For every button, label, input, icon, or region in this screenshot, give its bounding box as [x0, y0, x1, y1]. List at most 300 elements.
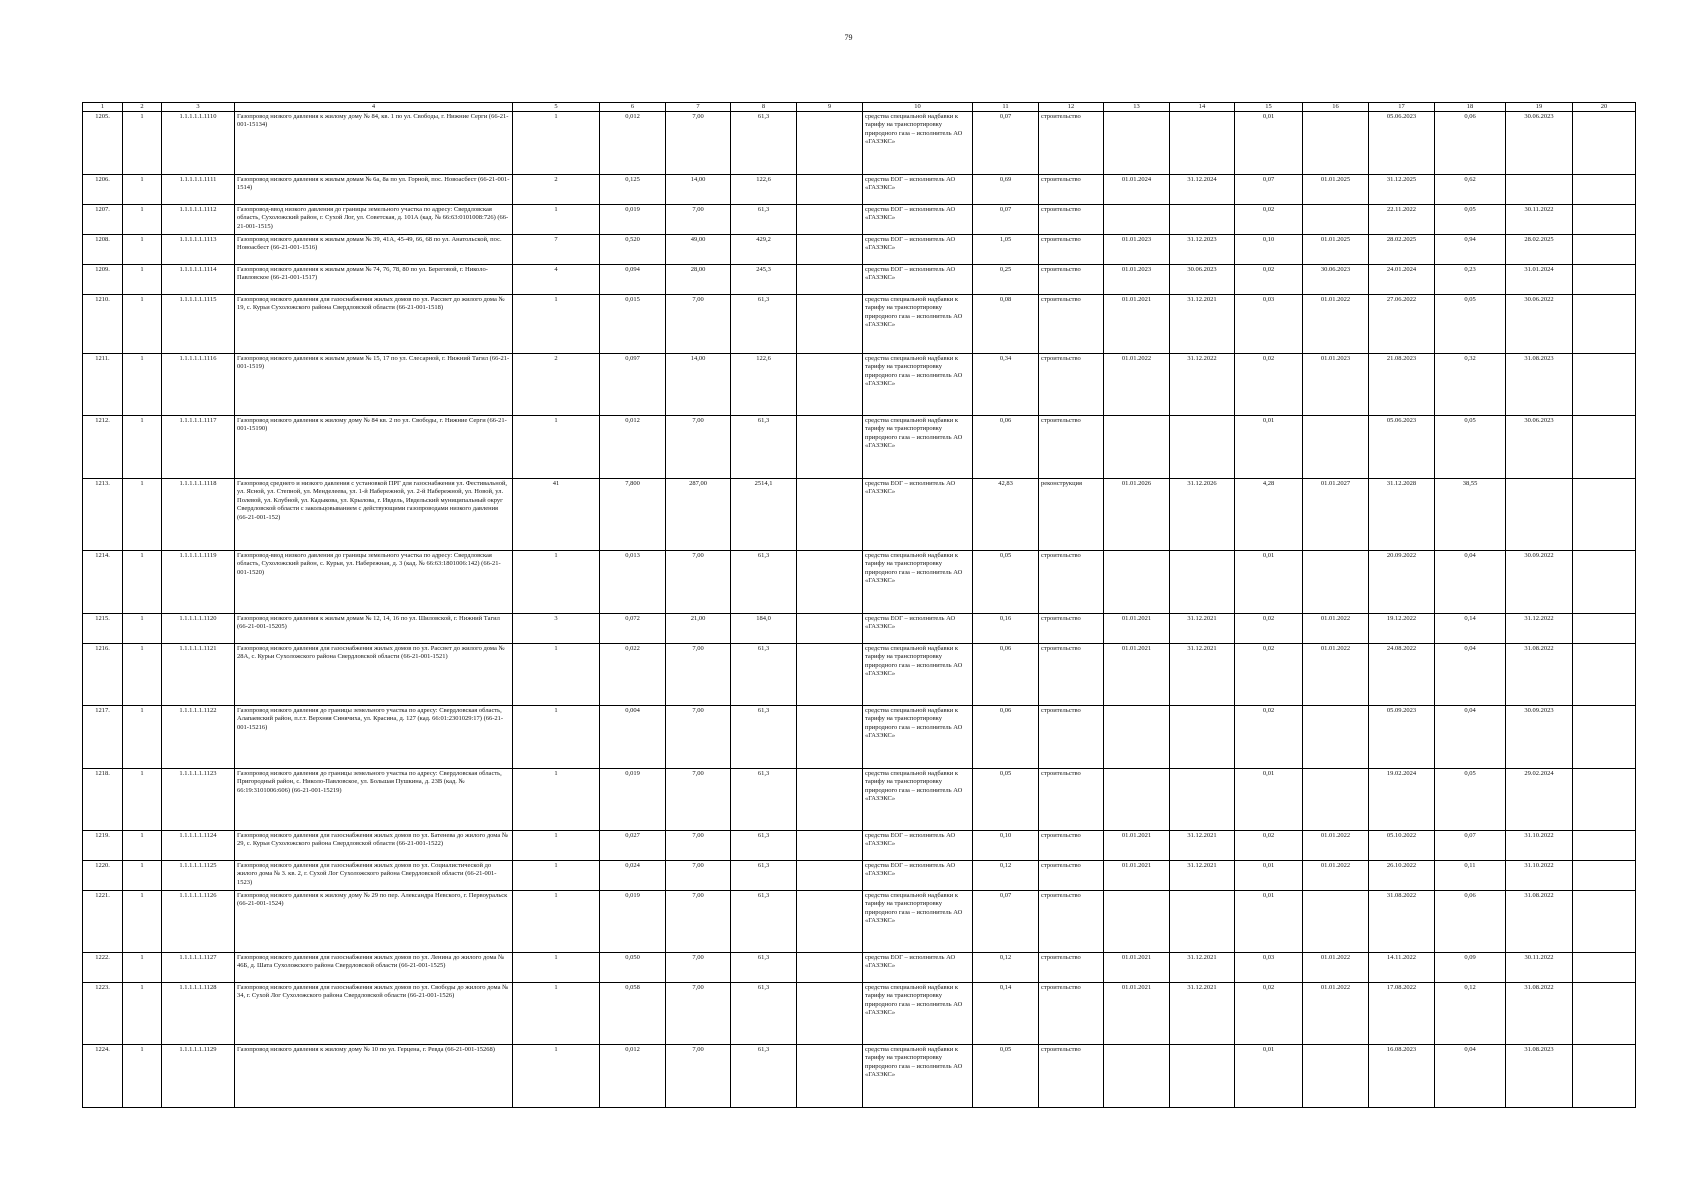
- table-cell-col-5: 1: [513, 953, 600, 983]
- table-cell-col-10: средства специальной надбавки к тарифу на транспортировку природного газа – исполнитель АО «ГАЗЭКС»: [863, 416, 973, 479]
- table-cell-col-17: 16.08.2023: [1369, 1045, 1435, 1108]
- table-cell-col-19: 30.11.2022: [1506, 953, 1573, 983]
- table-cell-col-1: 1215.: [83, 614, 123, 644]
- table-cell-col-1: 1219.: [83, 831, 123, 861]
- table-cell-col-5: 1: [513, 644, 600, 706]
- table-cell-col-20: [1573, 551, 1636, 614]
- table-cell-col-7: 7,00: [666, 953, 731, 983]
- table-cell-col-20: [1573, 644, 1636, 706]
- table-cell-col-3: 1.1.1.1.1.1121: [162, 644, 235, 706]
- table-cell-col-4: Газопровод низкого давления к жилому дому № 10 по ул. Герцена, г. Ревда (66-21-001-15268): [235, 1045, 513, 1108]
- table-cell-col-12: строительство: [1039, 551, 1104, 614]
- column-number: 1: [83, 103, 123, 112]
- table-cell-col-4: Газопровод низкого давления для газоснабжения жилых домов по ул. Рассвет до жилого дома № 19, с. Курьи Сухоложского района Свердловской области (66-21-001-1518): [235, 295, 513, 354]
- table-cell-col-15: 0,01: [1235, 112, 1303, 175]
- table-cell-col-14: 31.12.2024: [1170, 175, 1235, 205]
- table-cell-col-1: 1208.: [83, 235, 123, 265]
- table-cell-col-7: 7,00: [666, 891, 731, 953]
- table-cell-col-8: 61,3: [731, 953, 797, 983]
- table-cell-col-11: 0,07: [973, 205, 1039, 235]
- table-cell-col-4: Газопровод низкого давления для газоснабжения жилых домов по ул. Социалистической до жилого дома № 3. кв. 2, г. Сухой Лог Сухоложского района Свердловской области (66-21-001-1523): [235, 861, 513, 891]
- table-cell-col-2: 1: [123, 354, 162, 416]
- table-cell-col-18: 0,05: [1435, 416, 1506, 479]
- table-cell-col-14: 31.12.2021: [1170, 614, 1235, 644]
- table-cell-col-2: 1: [123, 614, 162, 644]
- table-cell-col-16: [1303, 769, 1369, 831]
- table-cell-col-20: [1573, 205, 1636, 235]
- table-cell-col-4: Газопровод низкого давления к жилым домам № 12, 14, 16 по ул. Шиловской, г. Нижний Тагил (66-21-001-15205): [235, 614, 513, 644]
- table-cell-col-9: [797, 551, 863, 614]
- table-cell-col-13: 01.01.2021: [1104, 295, 1170, 354]
- table-cell-col-10: средства ЕОГ – исполнитель АО «ГАЗЭКС»: [863, 479, 973, 551]
- table-cell-col-8: 122,6: [731, 175, 797, 205]
- table-cell-col-17: 19.02.2024: [1369, 769, 1435, 831]
- table-cell-col-2: 1: [123, 295, 162, 354]
- table-cell-col-14: 31.12.2022: [1170, 354, 1235, 416]
- table-cell-col-7: 7,00: [666, 769, 731, 831]
- table-cell-col-19: 31.08.2022: [1506, 983, 1573, 1045]
- table-cell-col-12: строительство: [1039, 861, 1104, 891]
- table-cell-col-1: 1212.: [83, 416, 123, 479]
- table-cell-col-15: 0,02: [1235, 831, 1303, 861]
- table-cell-col-6: 0,004: [600, 706, 666, 769]
- table-cell-col-12: реконструкция: [1039, 479, 1104, 551]
- table-row: [83, 479, 1636, 551]
- table-cell-col-16: [1303, 1045, 1369, 1108]
- table-cell-col-5: 1: [513, 112, 600, 175]
- table-cell-col-15: 0,02: [1235, 644, 1303, 706]
- table-cell-col-8: 61,3: [731, 551, 797, 614]
- table-cell-col-7: 14,00: [666, 354, 731, 416]
- table-cell-col-20: [1573, 175, 1636, 205]
- table-cell-col-12: строительство: [1039, 891, 1104, 953]
- table-row: [83, 861, 1636, 891]
- table-cell-col-13: [1104, 416, 1170, 479]
- table-cell-col-18: 0,14: [1435, 614, 1506, 644]
- table-cell-col-2: 1: [123, 706, 162, 769]
- table-cell-col-7: 7,00: [666, 112, 731, 175]
- table-cell-col-15: 0,02: [1235, 205, 1303, 235]
- table-cell-col-9: [797, 953, 863, 983]
- table-cell-col-13: [1104, 1045, 1170, 1108]
- table-cell-col-1: 1221.: [83, 891, 123, 953]
- table-cell-col-19: 30.06.2023: [1506, 112, 1573, 175]
- table-cell-col-12: строительство: [1039, 831, 1104, 861]
- table-cell-col-12: строительство: [1039, 953, 1104, 983]
- table-cell-col-6: 0,125: [600, 175, 666, 205]
- table-cell-col-12: строительство: [1039, 706, 1104, 769]
- table-cell-col-19: 30.09.2022: [1506, 551, 1573, 614]
- table-cell-col-3: 1.1.1.1.1.1115: [162, 295, 235, 354]
- table-row: [83, 295, 1636, 354]
- table-cell-col-8: 61,3: [731, 644, 797, 706]
- table-cell-col-3: 1.1.1.1.1.1120: [162, 614, 235, 644]
- table-row: [83, 769, 1636, 831]
- table-cell-col-8: 61,3: [731, 112, 797, 175]
- table-cell-col-7: 7,00: [666, 205, 731, 235]
- table-cell-col-3: 1.1.1.1.1.1129: [162, 1045, 235, 1108]
- table-cell-col-19: 31.08.2023: [1506, 1045, 1573, 1108]
- column-number: 8: [731, 103, 797, 112]
- table-cell-col-3: 1.1.1.1.1.1112: [162, 205, 235, 235]
- table-cell-col-14: [1170, 769, 1235, 831]
- table-row: [83, 112, 1636, 175]
- table-cell-col-10: средства ЕОГ – исполнитель АО «ГАЗЭКС»: [863, 205, 973, 235]
- table-cell-col-10: средства ЕОГ – исполнитель АО «ГАЗЭКС»: [863, 861, 973, 891]
- table-cell-col-11: 0,16: [973, 614, 1039, 644]
- table-cell-col-3: 1.1.1.1.1.1127: [162, 953, 235, 983]
- table-cell-col-5: 2: [513, 175, 600, 205]
- column-number: 17: [1369, 103, 1435, 112]
- table-cell-col-12: строительство: [1039, 769, 1104, 831]
- table-row: [83, 265, 1636, 295]
- table-cell-col-8: 429,2: [731, 235, 797, 265]
- table-cell-col-11: 0,07: [973, 891, 1039, 953]
- table-cell-col-14: [1170, 205, 1235, 235]
- table-cell-col-11: 0,05: [973, 769, 1039, 831]
- table-cell-col-18: 0,06: [1435, 112, 1506, 175]
- table-cell-col-10: средства специальной надбавки к тарифу на транспортировку природного газа – исполнитель АО «ГАЗЭКС»: [863, 706, 973, 769]
- table-cell-col-9: [797, 235, 863, 265]
- table-cell-col-2: 1: [123, 205, 162, 235]
- table-cell-col-4: Газопровод низкого давления к жилому дому № 84 кв. 2 по ул. Свободы, г. Нижние Серги (66-21-001-15190): [235, 416, 513, 479]
- table-cell-col-6: 0,015: [600, 295, 666, 354]
- table-cell-col-16: 01.01.2025: [1303, 175, 1369, 205]
- column-number: 16: [1303, 103, 1369, 112]
- table-cell-col-10: средства ЕОГ – исполнитель АО «ГАЗЭКС»: [863, 175, 973, 205]
- table-cell-col-4: Газопровод-ввод низкого давления до границы земельного участка по адресу: Свердловская область, Сухоложский район, с. Курьи, ул. Набережная, д. 3 (кад. № 66:63:1801006:142) (66-21-001-1520): [235, 551, 513, 614]
- table-cell-col-20: [1573, 354, 1636, 416]
- table-cell-col-13: 01.01.2021: [1104, 644, 1170, 706]
- table-cell-col-9: [797, 416, 863, 479]
- table-cell-col-15: 0,03: [1235, 295, 1303, 354]
- table-cell-col-18: 0,94: [1435, 235, 1506, 265]
- table-cell-col-2: 1: [123, 235, 162, 265]
- table-cell-col-17: 05.06.2023: [1369, 416, 1435, 479]
- table-cell-col-7: 7,00: [666, 706, 731, 769]
- table-cell-col-3: 1.1.1.1.1.1113: [162, 235, 235, 265]
- table-cell-col-20: [1573, 769, 1636, 831]
- table-cell-col-1: 1217.: [83, 706, 123, 769]
- table-cell-col-16: 01.01.2022: [1303, 644, 1369, 706]
- table-cell-col-16: [1303, 416, 1369, 479]
- table-cell-col-10: средства специальной надбавки к тарифу на транспортировку природного газа – исполнитель АО «ГАЗЭКС»: [863, 354, 973, 416]
- table-cell-col-2: 1: [123, 265, 162, 295]
- table-cell-col-19: [1506, 175, 1573, 205]
- column-number: 14: [1170, 103, 1235, 112]
- table-cell-col-7: 287,00: [666, 479, 731, 551]
- table-cell-col-19: 30.06.2022: [1506, 295, 1573, 354]
- table-cell-col-4: Газопровод низкого давления к жилому дому № 29 по пер. Александра Невского, г. Первоуральск (66-21-001-1524): [235, 891, 513, 953]
- table-cell-col-17: 24.01.2024: [1369, 265, 1435, 295]
- table-cell-col-3: 1.1.1.1.1.1118: [162, 479, 235, 551]
- table-cell-col-14: 31.12.2021: [1170, 953, 1235, 983]
- table-cell-col-15: 0,03: [1235, 953, 1303, 983]
- table-cell-col-19: 31.10.2022: [1506, 861, 1573, 891]
- table-cell-col-8: 61,3: [731, 205, 797, 235]
- table-cell-col-20: [1573, 1045, 1636, 1108]
- table-cell-col-16: 01.01.2023: [1303, 354, 1369, 416]
- table-cell-col-9: [797, 769, 863, 831]
- table-cell-col-12: строительство: [1039, 235, 1104, 265]
- table-cell-col-15: 0,07: [1235, 175, 1303, 205]
- table-cell-col-1: 1211.: [83, 354, 123, 416]
- table-cell-col-9: [797, 354, 863, 416]
- table-cell-col-19: 31.12.2022: [1506, 614, 1573, 644]
- table-cell-col-13: 01.01.2021: [1104, 614, 1170, 644]
- table-cell-col-12: строительство: [1039, 614, 1104, 644]
- table-cell-col-18: 0,05: [1435, 769, 1506, 831]
- table-cell-col-5: 2: [513, 354, 600, 416]
- table-row: [83, 831, 1636, 861]
- table-cell-col-9: [797, 614, 863, 644]
- table-cell-col-10: средства специальной надбавки к тарифу на транспортировку природного газа – исполнитель АО «ГАЗЭКС»: [863, 295, 973, 354]
- table-cell-col-16: 01.01.2022: [1303, 953, 1369, 983]
- table-cell-col-16: 01.01.2022: [1303, 831, 1369, 861]
- table-cell-col-7: 49,00: [666, 235, 731, 265]
- table-cell-col-14: 31.12.2026: [1170, 479, 1235, 551]
- table-cell-col-6: 0,022: [600, 644, 666, 706]
- table-cell-col-12: строительство: [1039, 205, 1104, 235]
- table-cell-col-19: 30.06.2023: [1506, 416, 1573, 479]
- table-row: [83, 551, 1636, 614]
- table-cell-col-5: 1: [513, 831, 600, 861]
- table-cell-col-3: 1.1.1.1.1.1117: [162, 416, 235, 479]
- table-cell-col-1: 1220.: [83, 861, 123, 891]
- table-cell-col-13: [1104, 551, 1170, 614]
- table-cell-col-4: Газопровод низкого давления к жилым домам № 15, 17 по ул. Слесарной, г. Нижний Тагил (66-21-001-1519): [235, 354, 513, 416]
- table-cell-col-16: 01.01.2025: [1303, 235, 1369, 265]
- table-cell-col-17: 27.06.2022: [1369, 295, 1435, 354]
- table-cell-col-19: 31.08.2022: [1506, 644, 1573, 706]
- table-cell-col-5: 4: [513, 265, 600, 295]
- table-cell-col-14: 31.12.2023: [1170, 235, 1235, 265]
- table-cell-col-5: 1: [513, 551, 600, 614]
- table-cell-col-3: 1.1.1.1.1.1114: [162, 265, 235, 295]
- table-cell-col-12: строительство: [1039, 112, 1104, 175]
- table-cell-col-20: [1573, 983, 1636, 1045]
- table-cell-col-2: 1: [123, 1045, 162, 1108]
- table-cell-col-6: 0,013: [600, 551, 666, 614]
- table-cell-col-18: 0,05: [1435, 205, 1506, 235]
- table-cell-col-4: Газопровод низкого давления к жилым домам № 39, 41А, 45-49, 66, 68 по ул. Анатольской, пос. Новоасбест (66-21-001-1516): [235, 235, 513, 265]
- table-cell-col-6: 0,072: [600, 614, 666, 644]
- table-cell-col-17: 14.11.2022: [1369, 953, 1435, 983]
- table-cell-col-10: средства специальной надбавки к тарифу на транспортировку природного газа – исполнитель АО «ГАЗЭКС»: [863, 891, 973, 953]
- table-cell-col-18: 0,62: [1435, 175, 1506, 205]
- table-cell-col-9: [797, 644, 863, 706]
- table-cell-col-3: 1.1.1.1.1.1124: [162, 831, 235, 861]
- table-cell-col-17: 22.11.2022: [1369, 205, 1435, 235]
- table-cell-col-15: 0,01: [1235, 861, 1303, 891]
- table-cell-col-10: средства ЕОГ – исполнитель АО «ГАЗЭКС»: [863, 265, 973, 295]
- table-cell-col-19: 31.08.2023: [1506, 354, 1573, 416]
- table-cell-col-7: 7,00: [666, 861, 731, 891]
- table-cell-col-6: 0,027: [600, 831, 666, 861]
- table-cell-col-5: 1: [513, 983, 600, 1045]
- table-cell-col-5: 41: [513, 479, 600, 551]
- table-cell-col-14: [1170, 1045, 1235, 1108]
- table-cell-col-3: 1.1.1.1.1.1128: [162, 983, 235, 1045]
- table-cell-col-1: 1218.: [83, 769, 123, 831]
- table-cell-col-1: 1206.: [83, 175, 123, 205]
- table-cell-col-4: Газопровод низкого давления до границы земельного участка по адресу: Свердловская область, Пригородный район, с. Николо-Павловское, ул. Большая Пушкина, д. 23В (кад. № 66:19:3101006:606) (66-21-001-15219): [235, 769, 513, 831]
- table-cell-col-20: [1573, 706, 1636, 769]
- table-cell-col-17: 19.12.2022: [1369, 614, 1435, 644]
- table-cell-col-1: 1214.: [83, 551, 123, 614]
- table-cell-col-17: 28.02.2025: [1369, 235, 1435, 265]
- table-cell-col-8: 184,0: [731, 614, 797, 644]
- table-cell-col-1: 1205.: [83, 112, 123, 175]
- table-cell-col-2: 1: [123, 112, 162, 175]
- table-cell-col-20: [1573, 479, 1636, 551]
- table-cell-col-15: 0,01: [1235, 891, 1303, 953]
- table-cell-col-16: 01.01.2022: [1303, 614, 1369, 644]
- table-cell-col-4: Газопровод низкого давления для газоснабжения жилых домов по ул. Свободы до жилого дома № 34, г. Сухой Лог Сухоложского района Свердловской области (66-21-001-1526): [235, 983, 513, 1045]
- table-row: [83, 953, 1636, 983]
- table-cell-col-10: средства специальной надбавки к тарифу на транспортировку природного газа – исполнитель АО «ГАЗЭКС»: [863, 1045, 973, 1108]
- table-cell-col-1: 1209.: [83, 265, 123, 295]
- table-cell-col-17: 31.12.2028: [1369, 479, 1435, 551]
- column-number: 18: [1435, 103, 1506, 112]
- table-row: [83, 175, 1636, 205]
- table-cell-col-16: 01.01.2027: [1303, 479, 1369, 551]
- table-cell-col-19: 30.11.2022: [1506, 205, 1573, 235]
- table-cell-col-16: [1303, 551, 1369, 614]
- table-cell-col-19: [1506, 479, 1573, 551]
- table-cell-col-3: 1.1.1.1.1.1126: [162, 891, 235, 953]
- table-row: [83, 416, 1636, 479]
- table-cell-col-8: 61,3: [731, 295, 797, 354]
- column-number: 10: [863, 103, 973, 112]
- table-cell-col-7: 21,00: [666, 614, 731, 644]
- table-cell-col-8: 245,3: [731, 265, 797, 295]
- table-cell-col-15: 0,01: [1235, 769, 1303, 831]
- table-cell-col-6: 0,019: [600, 891, 666, 953]
- table-cell-col-2: 1: [123, 769, 162, 831]
- column-number: 6: [600, 103, 666, 112]
- table-cell-col-2: 1: [123, 644, 162, 706]
- table-cell-col-10: средства ЕОГ – исполнитель АО «ГАЗЭКС»: [863, 235, 973, 265]
- column-number-row: [83, 103, 1636, 112]
- table-cell-col-16: 30.06.2023: [1303, 265, 1369, 295]
- table-cell-col-20: [1573, 416, 1636, 479]
- table-cell-col-17: 24.08.2022: [1369, 644, 1435, 706]
- table-cell-col-20: [1573, 112, 1636, 175]
- table-cell-col-2: 1: [123, 861, 162, 891]
- table-cell-col-13: 01.01.2021: [1104, 861, 1170, 891]
- table-cell-col-11: 0,12: [973, 953, 1039, 983]
- table-cell-col-16: 01.01.2022: [1303, 861, 1369, 891]
- table-cell-col-18: 0,04: [1435, 1045, 1506, 1108]
- table-cell-col-6: 7,800: [600, 479, 666, 551]
- table-cell-col-4: Газопровод низкого давления к жилым домам № 6а, 8а по ул. Горной, пос. Новоасбест (66-21-001-1514): [235, 175, 513, 205]
- table-cell-col-11: 0,14: [973, 983, 1039, 1045]
- table-cell-col-6: 0,050: [600, 953, 666, 983]
- table-cell-col-12: строительство: [1039, 354, 1104, 416]
- table-cell-col-10: средства специальной надбавки к тарифу на транспортировку природного газа – исполнитель АО «ГАЗЭКС»: [863, 769, 973, 831]
- table-cell-col-5: 1: [513, 706, 600, 769]
- table-cell-col-15: 4,28: [1235, 479, 1303, 551]
- table-cell-col-18: 0,12: [1435, 983, 1506, 1045]
- table-cell-col-16: 01.01.2022: [1303, 983, 1369, 1045]
- table-cell-col-16: [1303, 706, 1369, 769]
- table-cell-col-11: 0,06: [973, 416, 1039, 479]
- table-cell-col-1: 1222.: [83, 953, 123, 983]
- table-cell-col-7: 7,00: [666, 416, 731, 479]
- table-cell-col-3: 1.1.1.1.1.1116: [162, 354, 235, 416]
- table-cell-col-6: 0,058: [600, 983, 666, 1045]
- table-cell-col-18: 0,04: [1435, 706, 1506, 769]
- table-cell-col-6: 0,012: [600, 1045, 666, 1108]
- table-cell-col-7: 7,00: [666, 551, 731, 614]
- table-cell-col-9: [797, 861, 863, 891]
- table-row: [83, 354, 1636, 416]
- table-cell-col-11: 0,34: [973, 354, 1039, 416]
- table-cell-col-20: [1573, 953, 1636, 983]
- table-cell-col-9: [797, 891, 863, 953]
- table-cell-col-4: Газопровод среднего и низкого давления с установкой ПРГ для газоснабжения ул. Фестивальной, ул. Ясной, ул. Степной, ул. Менделеева, ул. 1-й Набережной, ул. 2-й Набережной, ул. Новой, ул. Полевой, ул. Клубной, ул. Кадыкова, ул. Крылова, г. Ивдель, Ивдельский муниципальный округ Свердловской области с закольцовыванием с действующими газопроводами низкого давления (66-21-001-152): [235, 479, 513, 551]
- table-cell-col-14: [1170, 416, 1235, 479]
- table-cell-col-4: Газопровод низкого давления до границы земельного участка по адресу: Свердловская область, Алапаевский район, п.г.т. Верхняя Синячиха, ул. Красина, д. 127 (кад. 66:01:2301029:17) (66-21-001-15216): [235, 706, 513, 769]
- table-cell-col-3: 1.1.1.1.1.1125: [162, 861, 235, 891]
- table-cell-col-4: Газопровод низкого давления к жилым домам № 74, 76, 78, 80 по ул. Береговой, г. Николо-Павловское (66-21-001-1517): [235, 265, 513, 295]
- table-cell-col-13: 01.01.2024: [1104, 175, 1170, 205]
- data-table: [82, 102, 1636, 1108]
- table-cell-col-11: 0,08: [973, 295, 1039, 354]
- table-cell-col-20: [1573, 891, 1636, 953]
- table-cell-col-5: 1: [513, 416, 600, 479]
- table-cell-col-4: Газопровод низкого давления для газоснабжения жилых домов по ул. Батенева до жилого дома № 29, с. Курьи Сухоложского района Свердловской области (66-21-001-1522): [235, 831, 513, 861]
- table-cell-col-5: 1: [513, 1045, 600, 1108]
- table-cell-col-20: [1573, 265, 1636, 295]
- table-cell-col-20: [1573, 831, 1636, 861]
- table-row: [83, 706, 1636, 769]
- table-cell-col-13: 01.01.2023: [1104, 265, 1170, 295]
- table-cell-col-3: 1.1.1.1.1.1119: [162, 551, 235, 614]
- table-cell-col-11: 0,25: [973, 265, 1039, 295]
- table-cell-col-6: 0,094: [600, 265, 666, 295]
- table-row: [83, 1045, 1636, 1108]
- table-cell-col-2: 1: [123, 416, 162, 479]
- table-cell-col-9: [797, 1045, 863, 1108]
- table-cell-col-17: 17.08.2022: [1369, 983, 1435, 1045]
- table-cell-col-12: строительство: [1039, 265, 1104, 295]
- table-cell-col-14: 31.12.2021: [1170, 831, 1235, 861]
- table-cell-col-7: 14,00: [666, 175, 731, 205]
- table-cell-col-8: 61,3: [731, 831, 797, 861]
- table-cell-col-2: 1: [123, 953, 162, 983]
- table-cell-col-1: 1213.: [83, 479, 123, 551]
- table-cell-col-8: 61,3: [731, 983, 797, 1045]
- column-number: 13: [1104, 103, 1170, 112]
- table-cell-col-2: 1: [123, 891, 162, 953]
- table-cell-col-15: 0,02: [1235, 265, 1303, 295]
- table-cell-col-8: 61,3: [731, 769, 797, 831]
- table-cell-col-18: 0,23: [1435, 265, 1506, 295]
- table-cell-col-13: 01.01.2021: [1104, 983, 1170, 1045]
- table-cell-col-7: 7,00: [666, 983, 731, 1045]
- table-cell-col-4: Газопровод-ввод низкого давления до границы земельного участка по адресу: Свердловская область, Сухоложский район, г. Сухой Лог, ул. Советская, д. 101А (кад. № 66:63:0101008:726) (66-21-001-1515): [235, 205, 513, 235]
- table-cell-col-19: 31.08.2022: [1506, 891, 1573, 953]
- table-cell-col-12: строительство: [1039, 175, 1104, 205]
- table-cell-col-11: 1,05: [973, 235, 1039, 265]
- table-cell-col-12: строительство: [1039, 983, 1104, 1045]
- table-cell-col-5: 3: [513, 614, 600, 644]
- table-cell-col-5: 1: [513, 205, 600, 235]
- table-cell-col-14: 31.12.2021: [1170, 644, 1235, 706]
- table-cell-col-20: [1573, 235, 1636, 265]
